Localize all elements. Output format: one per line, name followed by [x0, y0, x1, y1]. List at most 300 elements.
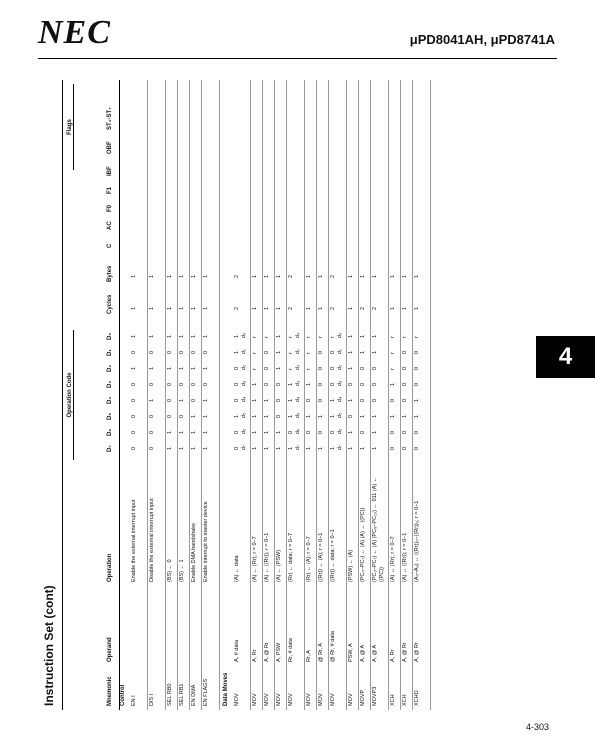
opcode-data-bit: d₀ — [241, 332, 247, 338]
operation-cell: (BS) ← 1 — [179, 559, 185, 582]
opcode-bit: 0 — [318, 430, 324, 434]
opcode-bit: 1 — [276, 334, 282, 338]
col-flag-4: IBF — [107, 166, 113, 176]
col-operation: Operation — [107, 553, 113, 582]
opcode-data-bit: d₄ — [295, 396, 301, 402]
bytes-cell: 1 — [203, 274, 209, 278]
opcode-bit: 1 — [276, 366, 282, 370]
table-header — [62, 80, 120, 710]
col-flag-3: F1 — [107, 186, 113, 194]
col-bit-0: D₀ — [107, 332, 113, 340]
opcode-data-bit: d₅ — [295, 412, 301, 418]
operation-cell: Enable interrupt to master device — [203, 501, 209, 582]
operand-cell: A, @ A — [360, 644, 366, 662]
cycles-cell: 1 — [318, 306, 324, 310]
opcode-bit: 0 — [167, 414, 173, 418]
opcode-bit: 0 — [167, 382, 173, 386]
opcode-bit: 1 — [191, 430, 197, 434]
opcode-bit: 1 — [372, 334, 378, 338]
opcode-bit: 1 — [318, 446, 324, 450]
mnemonic-cell: MOVP3 — [372, 686, 378, 706]
bytes-cell: 2 — [288, 274, 294, 278]
operation-cell: Disable the external interrupt input — [149, 498, 155, 582]
bytes-cell: 1 — [149, 274, 155, 278]
bytes-cell: 1 — [276, 274, 282, 278]
mnemonic-cell: EN FLAGS — [203, 678, 209, 706]
mnemonic-cell: EN I — [131, 695, 137, 706]
opcode-bit: r — [390, 352, 396, 354]
opcode-bit: 1 — [252, 414, 258, 418]
bytes-cell: 1 — [252, 274, 258, 278]
table-row — [201, 80, 220, 710]
opcode-bit: 0 — [131, 414, 137, 418]
cycles-cell: 1 — [179, 306, 185, 310]
opcode-bit: 1 — [203, 446, 209, 450]
operation-cell: (PC₀–PC₇) ← (A) (A) ← ((PC)) — [360, 507, 366, 582]
opcode-bit: 1 — [179, 446, 185, 450]
opcode-bit: r — [402, 336, 408, 338]
opcode-data-bit: d₄ — [241, 396, 247, 402]
opcode-bit: 0 — [131, 382, 137, 386]
opcode-bit: 0 — [306, 398, 312, 402]
opcode-bit: 1 — [390, 414, 396, 418]
opcode-bit: 1 — [348, 366, 354, 370]
operation-cell: Enable the external interrupt input — [131, 499, 137, 582]
opcode-bit: 0 — [203, 350, 209, 354]
opcode-bit: 1 — [179, 398, 185, 402]
opcode-bit: 1 — [288, 414, 294, 418]
opcode-bit: 1 — [149, 366, 155, 370]
opcode-data-bit: d₃ — [241, 380, 247, 386]
opcode-bit: 0 — [149, 350, 155, 354]
mnemonic-cell: MOVP — [360, 689, 366, 706]
opcode-bit: 0 — [131, 398, 137, 402]
operation-cell: ((Rr)) ← (A); r = 0–1 — [318, 532, 324, 582]
opcode-bit: 0 — [179, 350, 185, 354]
opcode-bit: 0 — [276, 414, 282, 418]
operand-cell: A, @ A — [372, 644, 378, 662]
opcode-data-bit: d₄ — [337, 396, 343, 402]
opcode-data-bit: d₂ — [295, 364, 301, 370]
col-operand: Operand — [107, 637, 113, 662]
opcode-bit: 0 — [191, 382, 197, 386]
opcode-bit: 1 — [252, 382, 258, 386]
opcode-bit: 1 — [318, 414, 324, 418]
opcode-bit: 0 — [149, 430, 155, 434]
operation-cell: (A) ↔ (Rr); r = 0–7 — [390, 536, 396, 582]
cycles-cell: 1 — [348, 306, 354, 310]
opcode-bit: 1 — [414, 398, 420, 402]
opcode-bit: 1 — [288, 398, 294, 402]
operation-cell: ((Rr)) ← data; r = 0–1 — [330, 529, 336, 582]
bytes-cell: 1 — [131, 274, 137, 278]
opcode-bit: 0 — [191, 398, 197, 402]
opcode-bit: 1 — [276, 446, 282, 450]
opcode-bit: 0 — [414, 366, 420, 370]
opcode-bit: 1 — [167, 366, 173, 370]
opcode-bit: 1 — [191, 334, 197, 338]
opcode-bit: 0 — [179, 382, 185, 386]
cycles-cell: 1 — [203, 306, 209, 310]
opcode-bit: 0 — [288, 430, 294, 434]
opcode-bit: 1 — [264, 446, 270, 450]
instruction-table — [40, 80, 490, 710]
opcode-bit: 0 — [149, 382, 155, 386]
mnemonic-cell: MOV — [276, 693, 282, 706]
opcode-bit: 0 — [318, 382, 324, 386]
mnemonic-cell: EN DMA — [191, 684, 197, 706]
opcode-bit: 0 — [234, 430, 240, 434]
opcode-bit: 0 — [330, 350, 336, 354]
opcode-bit: 1 — [234, 414, 240, 418]
mnemonic-cell: MOV — [348, 693, 354, 706]
operation-cell: (A) ← (Rr); r = 0–7 — [252, 536, 258, 582]
nec-logo: NEC — [38, 14, 111, 51]
mnemonic-cell: MOV — [234, 693, 240, 706]
cycles-cell: 1 — [131, 306, 137, 310]
opcode-bit: 1 — [348, 430, 354, 434]
mnemonic-cell: DIS I — [149, 693, 155, 706]
opcode-bit: 0 — [402, 350, 408, 354]
col-flag-2: F0 — [107, 204, 113, 212]
opcode-bit: 1 — [330, 446, 336, 450]
opcode-bit: 1 — [330, 398, 336, 402]
part-number: μPD8041AH, μPD8741A — [409, 32, 555, 47]
opcode-bit: r — [306, 352, 312, 354]
opcode-bit: 0 — [390, 398, 396, 402]
opcode-data-bit: d₁ — [337, 349, 343, 354]
opcode-bit: 0 — [390, 430, 396, 434]
opcode-bit: r — [390, 336, 396, 338]
bytes-cell: 1 — [390, 274, 396, 278]
opcode-bit: 0 — [330, 382, 336, 386]
cycles-cell: 1 — [191, 306, 197, 310]
opcode-bit: 1 — [372, 430, 378, 434]
opcode-bit: 1 — [276, 430, 282, 434]
opcode-bit: 0 — [372, 398, 378, 402]
opcode-bit: 1 — [402, 414, 408, 418]
opcode-bit: 0 — [372, 366, 378, 370]
col-flag-0: C — [107, 243, 113, 248]
bytes-cell: 1 — [306, 274, 312, 278]
operation-cell: (BS) ← 0 — [167, 559, 173, 582]
opcode-bit: 1 — [306, 382, 312, 386]
opcode-bit: 1 — [191, 414, 197, 418]
opcode-bit: 0 — [167, 398, 173, 402]
opcode-bit: r — [252, 336, 258, 338]
opcode-bit: 0 — [276, 382, 282, 386]
opcode-bit: 1 — [252, 430, 258, 434]
opcode-bit: 0 — [234, 446, 240, 450]
opcode-bit: 0 — [402, 398, 408, 402]
opcode-bit: r — [288, 336, 294, 338]
opcode-bit: r — [414, 336, 420, 338]
operand-cell: A, @ Rr — [414, 642, 420, 662]
bytes-cell: 1 — [318, 274, 324, 278]
opcode-bit: r — [288, 368, 294, 370]
opcode-bit: 0 — [360, 366, 366, 370]
opcode-bit: 0 — [306, 430, 312, 434]
cycles-cell: 1 — [402, 306, 408, 310]
opcode-bit: 1 — [264, 430, 270, 434]
col-bit-5: D₅ — [107, 412, 113, 420]
operation-cell: (PC₀–PC₇) ← (A) (PC₈–PC₁₀) ← 011 (A) ← ((PC)) — [372, 476, 385, 582]
mnemonic-cell: XCH — [390, 694, 396, 706]
opcode-bit: 0 — [402, 430, 408, 434]
col-cycles: Cycles — [107, 294, 113, 314]
operand-cell: PSW, A — [348, 643, 354, 662]
operand-cell: A, PSW — [276, 642, 282, 662]
mnemonic-cell: SEL RB1 — [179, 683, 185, 706]
opcode-bit: 1 — [348, 446, 354, 450]
operation-cell: Enable DMA handshake — [191, 522, 197, 582]
col-bit-4: D₄ — [107, 396, 113, 404]
opcode-bit: 0 — [330, 430, 336, 434]
opcode-bit: 0 — [131, 446, 137, 450]
opcode-bit: 1 — [306, 446, 312, 450]
opcode-bit: 0 — [264, 366, 270, 370]
operand-cell: A, @ Rr — [402, 642, 408, 662]
opcode-bit: 1 — [360, 414, 366, 418]
opcode-data-bit: d₆ — [241, 428, 247, 434]
opcode-data-bit: d₀ — [295, 332, 301, 338]
bytes-cell: 1 — [414, 274, 420, 278]
opcode-bit: 0 — [402, 366, 408, 370]
cycles-cell: 2 — [234, 306, 240, 310]
opcode-bit: 1 — [203, 430, 209, 434]
opcode-bit: 0 — [402, 382, 408, 386]
cycles-cell: 1 — [414, 306, 420, 310]
cycles-cell: 2 — [330, 306, 336, 310]
opcode-data-bit: d₂ — [241, 364, 247, 370]
header-rule — [38, 58, 557, 59]
mnemonic-cell: SEL RB0 — [167, 683, 173, 706]
cycles-cell: 1 — [252, 306, 258, 310]
cycles-cell: 1 — [390, 306, 396, 310]
opcode-bit: 1 — [372, 350, 378, 354]
opcode-bit: 1 — [167, 446, 173, 450]
opcode-bit: 1 — [414, 414, 420, 418]
bytes-cell: 1 — [402, 274, 408, 278]
opcode-bit: 1 — [372, 414, 378, 418]
table-title: Instruction Set (cont) — [42, 585, 56, 706]
mnemonic-cell: XCHD — [414, 690, 420, 706]
operation-cell: (A) ↔ ((Rr)); r = 0–1 — [402, 532, 408, 582]
opcode-bit: 0 — [348, 382, 354, 386]
opcode-bit: 1 — [131, 366, 137, 370]
opcode-bit: 0 — [360, 382, 366, 386]
opcode-bit: 1 — [149, 334, 155, 338]
opcode-data-bit: d₁ — [295, 349, 301, 354]
operand-cell: @ Rr, A — [318, 642, 324, 662]
opcode-data-bit: d₇ — [295, 445, 301, 450]
col-flag-6: ST₄-ST₇ — [107, 107, 113, 130]
bytes-cell: 1 — [348, 274, 354, 278]
operation-cell: (Rr) ← data; r = 0–7 — [288, 532, 294, 582]
bytes-cell: 1 — [179, 274, 185, 278]
opcode-bit: 1 — [191, 446, 197, 450]
opcode-bit: 0 — [402, 446, 408, 450]
opcode-bit: 1 — [203, 366, 209, 370]
opcode-bit: r — [390, 368, 396, 370]
opcode-bit: 0 — [179, 414, 185, 418]
opcode-bit: 1 — [264, 398, 270, 402]
opcode-bit: 0 — [203, 382, 209, 386]
table-row — [328, 80, 347, 710]
opcode-bit: 1 — [131, 334, 137, 338]
opcode-bit: 0 — [234, 382, 240, 386]
opcode-bit: 0 — [149, 446, 155, 450]
col-flag-5: OBF — [107, 141, 113, 154]
table-row — [129, 80, 148, 710]
table-row — [147, 80, 166, 710]
opcode-bit: 1 — [348, 334, 354, 338]
opcode-bit: 1 — [252, 446, 258, 450]
section-tab: 4 — [536, 336, 595, 378]
opcode-bit: r — [306, 336, 312, 338]
mnemonic-cell: MOV — [306, 693, 312, 706]
opcode-data-bit: d₇ — [241, 445, 247, 450]
opcode-data-bit: d₃ — [295, 380, 301, 386]
col-bytes: Bytes — [107, 265, 113, 282]
opcode-bit: 0 — [234, 366, 240, 370]
col-mnemonic: Mnemonic — [107, 676, 113, 706]
opcode-bit: 0 — [318, 398, 324, 402]
opcode-bit: 0 — [167, 350, 173, 354]
bytes-cell: 1 — [167, 274, 173, 278]
col-bit-7: D₇ — [107, 445, 113, 452]
cycles-cell: 1 — [149, 306, 155, 310]
opcode-data-bit: d₆ — [295, 428, 301, 434]
operand-cell: Rr, # data — [288, 638, 294, 662]
opcode-bit: 1 — [264, 414, 270, 418]
opcode-bit: 1 — [252, 398, 258, 402]
mnemonic-cell: MOV — [330, 693, 336, 706]
opcode-data-bit: d₆ — [337, 428, 343, 434]
table-row — [286, 80, 305, 710]
operation-cell: (A₀–A₃) ↔ ((Rr))₀–((Rr))₃; r = 0–1 — [414, 500, 420, 582]
opcode-bit: r — [252, 352, 258, 354]
opcode-bit: r — [264, 336, 270, 338]
opcode-bit: 0 — [390, 446, 396, 450]
bytes-cell: 1 — [372, 274, 378, 278]
section-heading: Data Moves — [223, 672, 229, 706]
section-heading: Control — [120, 684, 126, 706]
operation-cell: (PSW) ← (A) — [348, 549, 354, 582]
opcode-bit: 0 — [414, 382, 420, 386]
operand-cell: A, @ Rr — [264, 642, 270, 662]
mnemonic-cell: MOV — [318, 693, 324, 706]
mnemonic-cell: MOV — [288, 693, 294, 706]
opcode-bit: 1 — [360, 350, 366, 354]
table-row — [412, 80, 431, 710]
opcode-bit: 1 — [149, 398, 155, 402]
opcode-bit: 0 — [276, 398, 282, 402]
opcode-bit: 1 — [234, 350, 240, 354]
opcode-bit: 1 — [234, 334, 240, 338]
opcode-data-bit: d₇ — [337, 445, 343, 450]
col-flag-1: AC — [107, 221, 113, 230]
opcode-bit: 1 — [167, 430, 173, 434]
operation-cell: (A) ← (PSW) — [276, 549, 282, 582]
opcode-bit: r — [288, 352, 294, 354]
opcode-bit: 0 — [414, 350, 420, 354]
opcode-bit: 0 — [348, 414, 354, 418]
opcode-bit: 0 — [131, 350, 137, 354]
mnemonic-cell: MOV — [252, 693, 258, 706]
opcode-bit: 1 — [348, 350, 354, 354]
opcode-bit: 0 — [414, 430, 420, 434]
opcode-bit: 0 — [330, 366, 336, 370]
operand-cell: A, Rr — [252, 649, 258, 662]
opcode-bit: 1 — [203, 334, 209, 338]
opcode-bit: 1 — [288, 446, 294, 450]
opcode-bit: 1 — [179, 366, 185, 370]
opcode-bit: 0 — [234, 398, 240, 402]
opcode-bit: 1 — [306, 414, 312, 418]
table-row — [370, 80, 389, 710]
mnemonic-cell: XCH — [402, 694, 408, 706]
opcode-bit: 1 — [203, 398, 209, 402]
operation-cell: (Rr) ← (A); r = 0–7 — [306, 536, 312, 582]
opcode-bit: 0 — [372, 382, 378, 386]
opcode-bit: 1 — [348, 398, 354, 402]
operand-cell: Rr, A — [306, 650, 312, 662]
bytes-cell: 1 — [191, 274, 197, 278]
opcode-bit: 1 — [191, 366, 197, 370]
opcode-bit: 0 — [414, 446, 420, 450]
bytes-cell: 2 — [234, 274, 240, 278]
opcode-data-bit: d₃ — [337, 380, 343, 386]
opcode-bit: 0 — [318, 366, 324, 370]
operand-cell: A, # data — [234, 639, 240, 662]
opcode-bit: 0 — [191, 350, 197, 354]
col-bit-6: D₆ — [107, 428, 113, 436]
opcode-bit: r — [252, 368, 258, 370]
opcode-data-bit: d₀ — [337, 332, 343, 338]
opcode-bit: 1 — [288, 382, 294, 386]
opcode-bit: r — [330, 336, 336, 338]
mnemonic-cell: MOV — [264, 693, 270, 706]
col-bit-3: D₃ — [107, 380, 113, 388]
col-flags-group: Flags — [67, 84, 74, 170]
opcode-bit: 0 — [264, 350, 270, 354]
opcode-bit: 1 — [276, 350, 282, 354]
cycles-cell: 1 — [167, 306, 173, 310]
bytes-cell: 1 — [264, 274, 270, 278]
opcode-data-bit: d₅ — [337, 412, 343, 418]
opcode-bit: 0 — [264, 382, 270, 386]
cycles-cell: 1 — [306, 306, 312, 310]
cycles-cell: 2 — [288, 306, 294, 310]
cycles-cell: 2 — [372, 306, 378, 310]
opcode-bit: 1 — [372, 446, 378, 450]
col-opcode-group: Operation Code — [67, 330, 74, 460]
cycles-cell: 1 — [276, 306, 282, 310]
opcode-bit: 1 — [360, 446, 366, 450]
col-bit-2: D₂ — [107, 365, 113, 372]
operand-cell: A, Rr — [390, 649, 396, 662]
opcode-bit: r — [318, 336, 324, 338]
opcode-data-bit: d₂ — [337, 364, 343, 370]
opcode-bit: 1 — [179, 334, 185, 338]
opcode-data-bit: d₅ — [241, 412, 247, 418]
cycles-cell: 1 — [264, 306, 270, 310]
opcode-bit: 0 — [360, 398, 366, 402]
opcode-bit: 1 — [179, 430, 185, 434]
opcode-bit: 1 — [360, 334, 366, 338]
opcode-bit: 0 — [318, 350, 324, 354]
